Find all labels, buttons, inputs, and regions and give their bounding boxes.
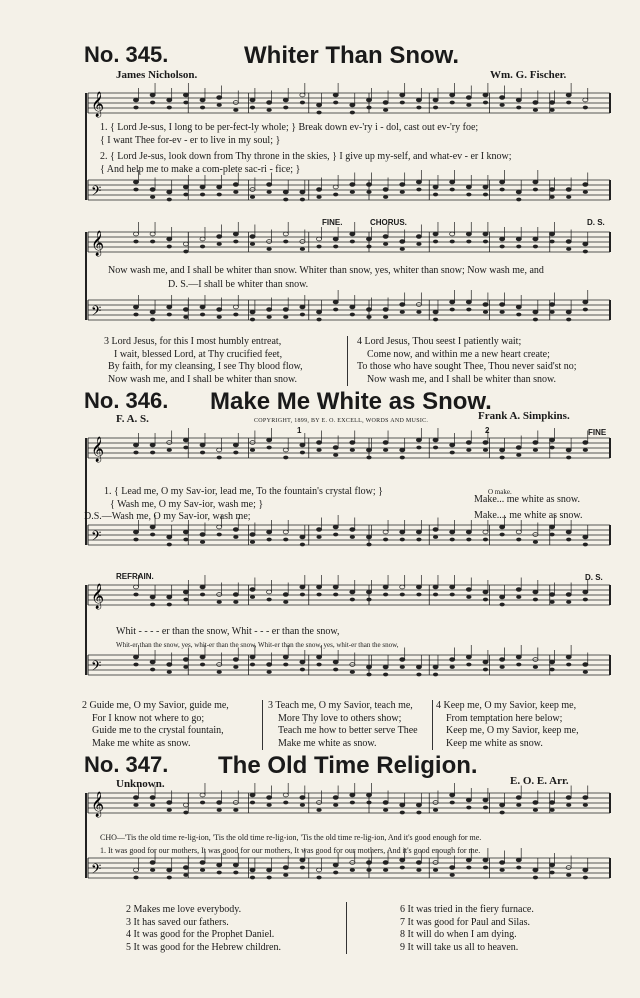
svg-text:𝄞: 𝄞 [91, 437, 105, 462]
svg-text:𝄢: 𝄢 [91, 183, 102, 202]
lyric-line: D.S.—Wash me, O my Sav-ior, wash me; [84, 511, 251, 522]
verse-block-left [126, 904, 281, 954]
second-ending-marker: 2 [485, 426, 490, 435]
hymn-author: James Nicholson. [116, 69, 198, 81]
svg-text:𝄞: 𝄞 [91, 231, 105, 256]
copyright-notice: COPYRIGHT, 1899, BY E. O. EXCELL, WORDS AND MUSIC. [254, 418, 429, 424]
verse-line: Come now, and within me a new heart create; [367, 348, 550, 360]
verse-line: 2 Makes me love everybody. [126, 904, 242, 915]
verse-line: 6 It was tried in the fiery furnace. [400, 904, 534, 915]
refrain-marker: REFRAIN. [116, 572, 154, 581]
verse-line: From temptation here below; [446, 712, 563, 724]
verse-divider [262, 700, 263, 750]
verse-block-right [400, 904, 534, 954]
hymn-title: The Old Time Religion. [218, 752, 478, 779]
verse-line: More Thy love to others show; [278, 712, 402, 724]
svg-text:𝄞: 𝄞 [91, 92, 105, 117]
verse-line: Now wash me, and I shall be whiter than snow. [367, 373, 557, 385]
lyric-line: 1. It was good for our mothers, It was good for our mothers, It was good for our mothers, And it's good enough for me. [100, 846, 481, 855]
verse-divider [346, 902, 347, 954]
staff [88, 575, 610, 609]
verse-divider [432, 700, 433, 750]
verse-line: Teach me how to better serve Thee [278, 725, 418, 736]
hymn-number: No. 347. [84, 752, 169, 777]
verse-line: Keep me, O my Savior, keep me, [446, 725, 579, 736]
lyric-line: D. S.—I shall be whiter than snow. [168, 279, 309, 290]
hymn-number: No. 345. [84, 42, 169, 67]
hymn-author: Unknown. [116, 778, 165, 790]
ds-marker: D. S. [587, 218, 605, 227]
lyric-line: { And help me to make a com-plete sac-ri - fice; } [100, 164, 301, 175]
verse-line: 5 It was good for the Hebrew children. [126, 941, 281, 953]
verse-line: Make me white as snow. [92, 737, 191, 749]
ds-marker: D. S. [585, 573, 603, 582]
verse-block [436, 700, 579, 750]
staff [88, 83, 610, 117]
verse-line: 8 It will do when I am dying. [400, 929, 517, 940]
verse-line: Now wash me, and I shall be whiter than snow. [108, 373, 298, 385]
svg-text:𝄞: 𝄞 [91, 584, 105, 609]
staff [88, 290, 610, 322]
lyric-line: O make. [488, 488, 512, 496]
lyric-line: 2. { Lord Je-sus, look down from Thy throne in the skies, } I give up my-self, and what-ev - er I know; [100, 151, 512, 162]
hymn-composer: Frank A. Simpkins. [478, 410, 570, 422]
verse-line: For I know not where to go; [92, 712, 205, 724]
hymn-author: F. A. S. [116, 413, 149, 425]
verse-line: Guide me to the crystal fountain, [92, 725, 224, 736]
svg-text:𝄞: 𝄞 [91, 792, 105, 817]
lyric-line: Whit-er than the snow, yes, whit-er than the snow, Whit-er than the snow, yes, whit-er than the snow, [116, 641, 399, 649]
verse-line: Make me white as snow. [278, 737, 377, 749]
staff [88, 222, 610, 256]
lyric-line: 1. { Lead me, O my Sav-ior, lead me, To the fountain's crystal flow; } [104, 486, 383, 497]
hymn-title: Whiter Than Snow. [244, 42, 460, 69]
svg-text:𝄢: 𝄢 [91, 658, 102, 677]
hymn-composer: E. O. E. Arr. [510, 775, 569, 787]
verse-line: 3 It has saved our fathers. [126, 916, 229, 928]
chorus-marker: CHORUS. [370, 218, 407, 227]
fine-marker: FINE [588, 428, 607, 437]
hymn-composer: Wm. G. Fischer. [490, 69, 567, 81]
verse-line: 4 Lord Jesus, Thou seest I patiently wait; [357, 336, 522, 347]
svg-text:𝄢: 𝄢 [91, 303, 102, 322]
verse-block-left [104, 336, 303, 386]
lyric-line: CHO—'Tis the old time re-lig-ion, 'Tis the old time re-lig-ion, 'Tis the old time re-lig-ion, And it's good enough for me. [100, 833, 482, 842]
verse-line: 7 It was good for Paul and Silas. [400, 916, 530, 928]
verse-block [268, 700, 418, 750]
lyric-line: Make.... me white as snow. [474, 510, 583, 521]
fine-marker: FINE. [322, 218, 343, 227]
lyric-line: Make... me white as snow. [474, 494, 580, 505]
first-ending-marker: 1 [297, 426, 302, 435]
verse-line: To those who have sought Thee, Thou never said'st no; [357, 361, 577, 372]
verse-line: Keep me white as snow. [446, 737, 543, 749]
verse-divider [347, 336, 348, 386]
verse-line: 4 Keep me, O my Savior, keep me, [436, 700, 577, 711]
verse-line: 2 Guide me, O my Savior, guide me, [82, 700, 229, 711]
lyric-line: { Wash me, O my Sav-ior, wash me; } [110, 499, 264, 510]
svg-text:𝄢: 𝄢 [91, 861, 102, 880]
verse-line: By faith, for my cleansing, I see Thy blood flow, [108, 361, 303, 372]
verse-line: 3 Lord Jesus, for this I most humbly entreat, [104, 336, 282, 347]
verse-line: 3 Teach me, O my Savior, teach me, [268, 700, 413, 711]
verse-block-right [357, 336, 577, 386]
lyric-line: Now wash me, and I shall be whiter than snow. Whiter than snow, yes, whiter than snow; Now wash me, and [108, 265, 544, 276]
lyric-line: { I want Thee for-ev - er to live in my soul; } [100, 135, 281, 146]
verse-block [82, 700, 229, 750]
hymn-number: No. 346. [84, 388, 169, 413]
svg-text:𝄢: 𝄢 [91, 528, 102, 547]
verse-line: I wait, blessed Lord, at Thy crucified feet, [114, 348, 283, 360]
verse-line: 4 It was good for the Prophet Daniel. [126, 929, 275, 940]
hymn-title: Make Me White as Snow. [210, 388, 492, 415]
lyric-line: 1. { Lord Je-sus, I long to be per-fect-ly whole; } Break down ev-'ry i - dol, cast out ev-'ry foe; [100, 122, 479, 133]
verse-line: 9 It will take us all to heaven. [400, 941, 519, 953]
lyric-line: Whit - - - - er than the snow, Whit - - - er than the snow, [116, 626, 340, 637]
staff [88, 428, 610, 462]
